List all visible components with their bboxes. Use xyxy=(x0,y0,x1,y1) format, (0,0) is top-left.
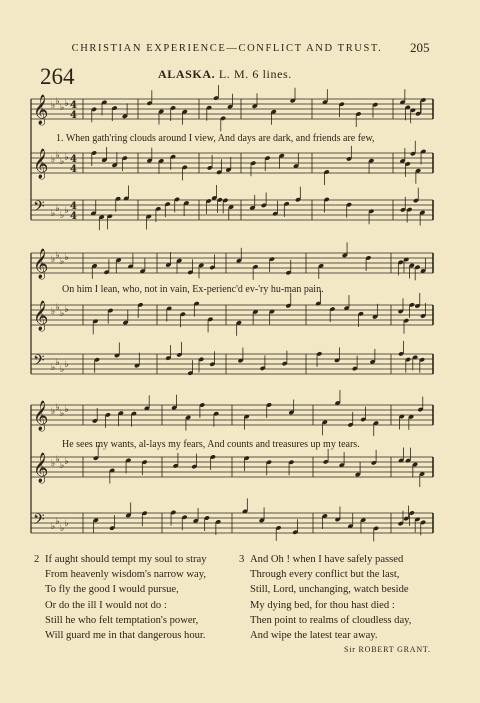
flat-icon: ♭ xyxy=(51,459,56,469)
verse-line: To fly the good I would pursue, xyxy=(45,584,179,596)
flat-icon: ♭ xyxy=(55,303,60,313)
flat-icon: ♭ xyxy=(55,151,60,161)
verse-line: Through every conflict but the last, xyxy=(250,569,400,581)
flat-icon: ♭ xyxy=(64,360,69,370)
clef-icon: 𝄞 xyxy=(33,149,49,179)
flat-icon: ♭ xyxy=(55,251,60,261)
flat-icon: ♭ xyxy=(51,307,56,317)
flat-icon: ♭ xyxy=(55,204,60,214)
verse-line: If aught should tempt my soul to stray xyxy=(45,554,207,565)
verse-line: Then point to realms of cloudless day, xyxy=(250,614,412,626)
time-signature-top: 4 xyxy=(70,201,77,212)
author-credit: Sir ROBERT GRANT. xyxy=(344,645,431,654)
flat-icon: ♭ xyxy=(51,155,56,165)
time-signature-bottom: 4 xyxy=(70,164,77,175)
verse-line: From heavenly wisdom's narrow way, xyxy=(45,569,206,581)
verse-line: Still he who felt temptation's power, xyxy=(45,614,199,626)
verse-line: And Oh ! when I have safely passed xyxy=(250,554,404,565)
flat-icon: ♭ xyxy=(60,409,65,419)
time-signature-top: 4 xyxy=(70,100,77,111)
flat-icon: ♭ xyxy=(51,101,56,111)
verse-3 xyxy=(239,552,412,643)
time-signature-top: 4 xyxy=(70,154,77,165)
time-signature-bottom: 4 xyxy=(70,110,77,121)
verse-line: Or do the ill I would not do : xyxy=(45,599,167,611)
flat-icon: ♭ xyxy=(55,455,60,465)
flat-icon: ♭ xyxy=(60,257,65,267)
flat-icon: ♭ xyxy=(51,522,56,532)
flat-icon: ♭ xyxy=(51,363,56,373)
flat-icon: ♭ xyxy=(64,405,69,415)
flat-icon: ♭ xyxy=(51,255,56,265)
lyric-line-3: He sees my wants, al-lays my fears, And counts and treasures up my tears. xyxy=(62,439,360,450)
flat-icon: ♭ xyxy=(64,153,69,163)
flat-icon: ♭ xyxy=(55,517,60,527)
verse-line: My dying bed, for thou hast died : xyxy=(250,599,395,611)
clef-icon: 𝄞 xyxy=(33,95,49,125)
clef-icon: 𝄢 xyxy=(33,511,45,532)
clef-icon: 𝄢 xyxy=(33,352,45,373)
verse-line: And wipe the latest tear away. xyxy=(250,630,378,642)
verse-line: Still, Lord, unchanging, watch beside xyxy=(250,584,409,596)
flat-icon: ♭ xyxy=(64,457,69,467)
lyric-line-2: On him I lean, who, not in vain, Ex-perienc'd ev-'ry hu-man pain. xyxy=(62,284,324,295)
hymn-number: 264 xyxy=(40,64,75,89)
flat-icon: ♭ xyxy=(55,97,60,107)
flat-icon: ♭ xyxy=(51,209,56,219)
clef-icon: 𝄞 xyxy=(33,401,49,431)
clef-icon: 𝄞 xyxy=(33,301,49,331)
flat-icon: ♭ xyxy=(64,99,69,109)
clef-icon: 𝄞 xyxy=(33,453,49,483)
clef-icon: 𝄢 xyxy=(33,198,45,219)
lyric-line-1: 1. When gath'ring clouds around I view, And days are dark, and friends are few, xyxy=(56,133,375,144)
flat-icon: ♭ xyxy=(64,305,69,315)
running-title: CHRISTIAN EXPERIENCE—CONFLICT AND TRUST. xyxy=(71,43,383,54)
page-number: 205 xyxy=(410,40,430,55)
tune-meter: L. M. 6 lines. xyxy=(218,67,292,81)
flat-icon: ♭ xyxy=(51,407,56,417)
time-signature-bottom: 4 xyxy=(70,211,77,222)
clef-icon: 𝄞 xyxy=(33,249,49,279)
flat-icon: ♭ xyxy=(60,211,65,221)
flat-icon: ♭ xyxy=(64,253,69,263)
flat-icon: ♭ xyxy=(55,403,60,413)
flat-icon: ♭ xyxy=(64,206,69,216)
flat-icon: ♭ xyxy=(60,461,65,471)
flat-icon: ♭ xyxy=(60,365,65,375)
flat-icon: ♭ xyxy=(55,358,60,368)
flat-icon: ♭ xyxy=(64,519,69,529)
flat-icon: ♭ xyxy=(60,157,65,167)
verse-line: Will guard me in that dangerous hour. xyxy=(45,630,206,642)
verse-number: 3 xyxy=(239,554,245,565)
tune-name: ALASKA. xyxy=(158,67,216,81)
verse-number: 2 xyxy=(34,554,40,565)
flat-icon: ♭ xyxy=(60,524,65,534)
verse-2 xyxy=(34,552,207,643)
flat-icon: ♭ xyxy=(60,103,65,113)
flat-icon: ♭ xyxy=(60,309,65,319)
